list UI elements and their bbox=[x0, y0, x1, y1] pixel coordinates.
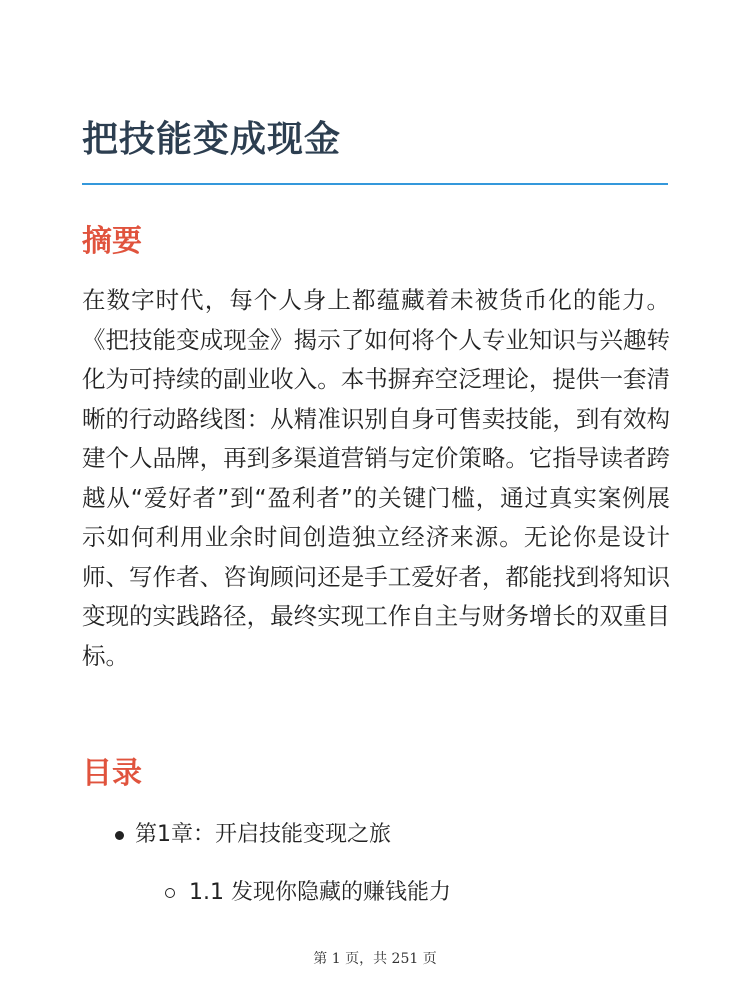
toc-item-label: 第1章：开启技能变现之旅 bbox=[135, 822, 391, 847]
summary-heading: 摘要 bbox=[82, 224, 142, 259]
page-title: 把技能变成现金 bbox=[82, 119, 342, 160]
toc-list bbox=[82, 815, 670, 913]
page-number-footer: 第 1 页，共 251 页 bbox=[313, 951, 437, 967]
bullet-disc-icon bbox=[115, 831, 124, 840]
summary-paragraph: 在数字时代，每个人身上都蕴藏着未被货币化的能力。《把技能变成现金》揭示了如何将个人专业知识与兴趣转化为可持续的副业收入。本书摒弃空泛理论，提供一套清晰的行动路线图：从精准识别自身可售卖技能，到有效构建个人品牌，再到多渠道营销与定价策略。它指导读者跨越从“爱好者”到“盈利者”的关键门槛，通过真实案例展示如何利用业余时间创造独立经济来源。无论你是设计师、写作者、咨询顾问还是手工爱好者，都能找到将知识变现的实践路径，最终实现工作自主与财务增长的双重目标。 bbox=[82, 286, 670, 670]
toc-item-chapter-1 bbox=[82, 815, 670, 855]
toc-item-section-1-1 bbox=[82, 873, 670, 913]
toc-item-label: 1.1 发现你隐藏的赚钱能力 bbox=[189, 880, 451, 905]
bullet-circle-icon bbox=[165, 888, 175, 898]
title-divider bbox=[82, 183, 668, 185]
toc-heading: 目录 bbox=[82, 756, 142, 791]
